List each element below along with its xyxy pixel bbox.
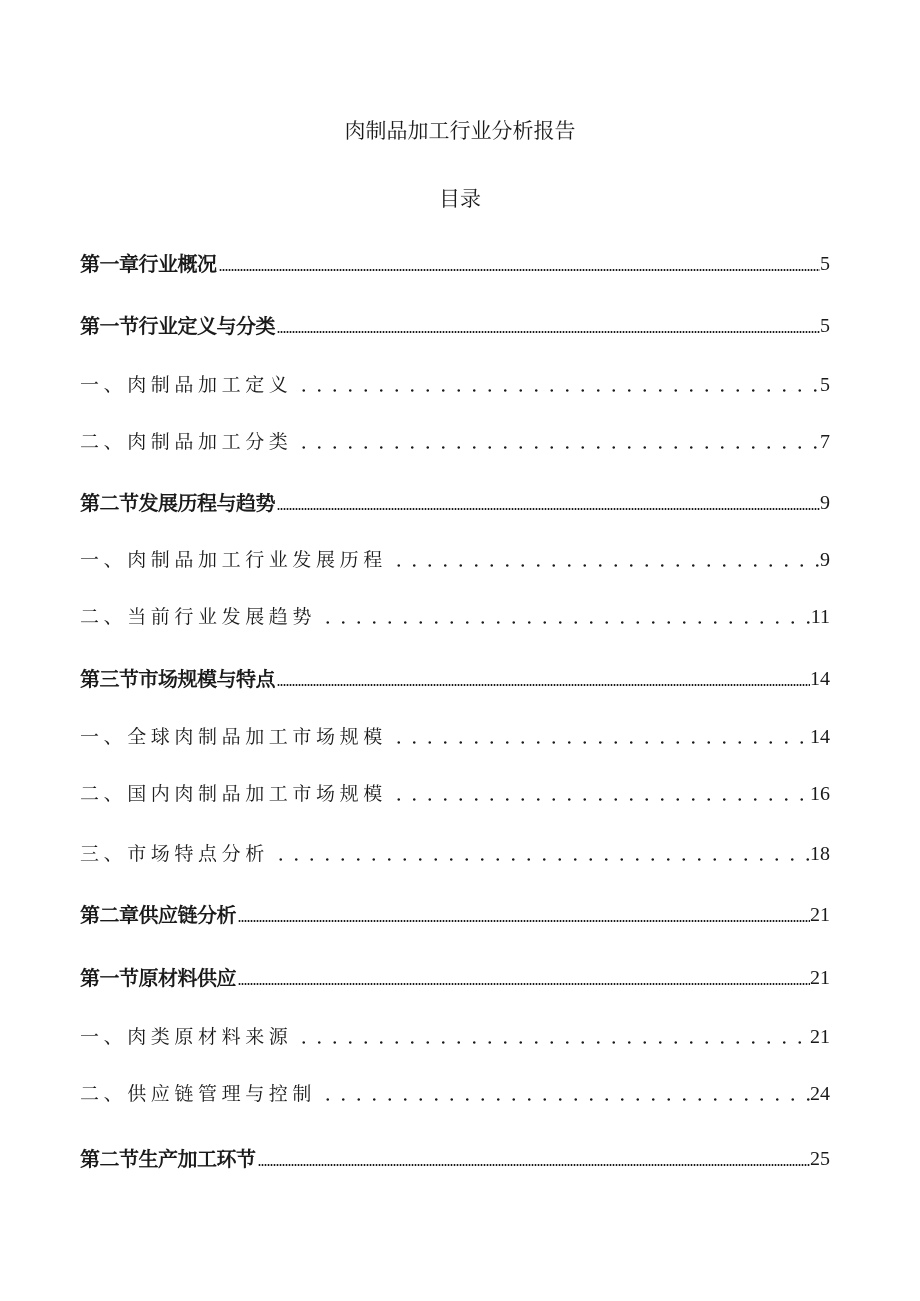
toc-entry-sub-2-1-2[interactable] (80, 1080, 830, 1106)
toc-leader-dots (236, 903, 810, 927)
toc-leader-dots (387, 548, 820, 572)
toc-entry-sub-1-3-1[interactable] (80, 723, 830, 749)
toc-entry-label: 第二节生产加工环节 (80, 1147, 256, 1171)
toc-leader-dots (269, 842, 810, 866)
toc-leader-dots (316, 1082, 810, 1106)
toc-entry-label: 一、全球肉制品加工市场规模 (80, 726, 387, 748)
toc-entry-label: 第二章供应链分析 (80, 903, 236, 927)
toc-entry-sub-1-2-1[interactable] (80, 546, 830, 572)
document-title: 肉制品加工行业分析报告 (344, 119, 576, 143)
toc-entry-page: 16 (810, 783, 830, 805)
toc-entry-label: 二、肉制品加工分类 (80, 431, 293, 453)
toc-entry-section-1-2[interactable] (80, 489, 830, 515)
toc-entry-page: 5 (820, 374, 830, 396)
toc-leader-dots (387, 782, 810, 806)
toc-entry-label: 第一节行业定义与分类 (80, 314, 275, 338)
toc-entry-label: 第一节原材料供应 (80, 966, 236, 990)
toc-leader-dots (217, 252, 821, 276)
toc-entry-label: 二、供应链管理与控制 (80, 1083, 317, 1105)
toc-entry-page: 7 (820, 431, 830, 453)
toc-entry-label: 一、肉制品加工行业发展历程 (80, 549, 387, 571)
toc-entry-page: 9 (820, 549, 830, 571)
toc-entry-page: 21 (810, 967, 830, 989)
toc-entry-sub-1-1-2[interactable] (80, 428, 830, 454)
toc-entry-sub-1-1-1[interactable] (80, 371, 830, 397)
toc-entry-sub-1-2-2[interactable] (80, 603, 830, 629)
toc-entry-label: 三、市场特点分析 (80, 843, 269, 865)
toc-entry-label: 第一章行业概况 (80, 252, 217, 276)
toc-leader-dots (292, 430, 820, 454)
toc-entry-sub-1-3-2[interactable] (80, 780, 830, 806)
toc-entry-page: 24 (810, 1083, 830, 1105)
toc-entry-page: 5 (820, 315, 830, 337)
toc-entry-label: 一、肉类原材料来源 (80, 1026, 293, 1048)
toc-entry-label: 第二节发展历程与趋势 (80, 491, 275, 515)
toc-entry-page: 11 (810, 606, 830, 628)
toc-entry-chapter-2[interactable] (80, 901, 830, 927)
toc-entry-page: 9 (820, 492, 830, 514)
toc-entry-label: 二、国内肉制品加工市场规模 (80, 783, 387, 805)
toc-leader-dots (256, 1147, 811, 1171)
toc-leader-dots (316, 605, 811, 629)
toc-entry-page: 18 (810, 843, 830, 865)
toc-entry-page: 5 (820, 253, 830, 275)
toc-leader-dots (387, 725, 810, 749)
toc-leader-dots (275, 314, 820, 338)
toc-entry-section-2-1[interactable] (80, 964, 830, 990)
toc-entry-sub-2-1-1[interactable] (80, 1023, 830, 1049)
toc-entry-page: 14 (810, 668, 830, 690)
toc-entry-page: 21 (810, 1026, 830, 1048)
toc-entry-page: 14 (810, 726, 830, 748)
toc-entry-page: 21 (810, 904, 830, 926)
toc-leader-dots (275, 667, 810, 691)
toc-entry-chapter-1[interactable] (80, 250, 830, 276)
toc-leader-dots (275, 491, 820, 515)
toc-entry-section-1-1[interactable] (80, 312, 830, 338)
toc-entry-sub-1-3-3[interactable] (80, 840, 830, 866)
toc-leader-dots (292, 1025, 810, 1049)
toc-entry-section-2-2[interactable] (80, 1145, 830, 1171)
toc-entry-page: 25 (810, 1148, 830, 1170)
toc-entry-section-1-3[interactable] (80, 665, 830, 691)
toc-entry-label: 一、肉制品加工定义 (80, 374, 293, 396)
toc-leader-dots (236, 966, 810, 990)
toc-entry-label: 二、当前行业发展趋势 (80, 606, 317, 628)
toc-entry-label: 第三节市场规模与特点 (80, 667, 275, 691)
toc-leader-dots (292, 373, 820, 397)
toc-heading: 目录 (439, 187, 481, 211)
